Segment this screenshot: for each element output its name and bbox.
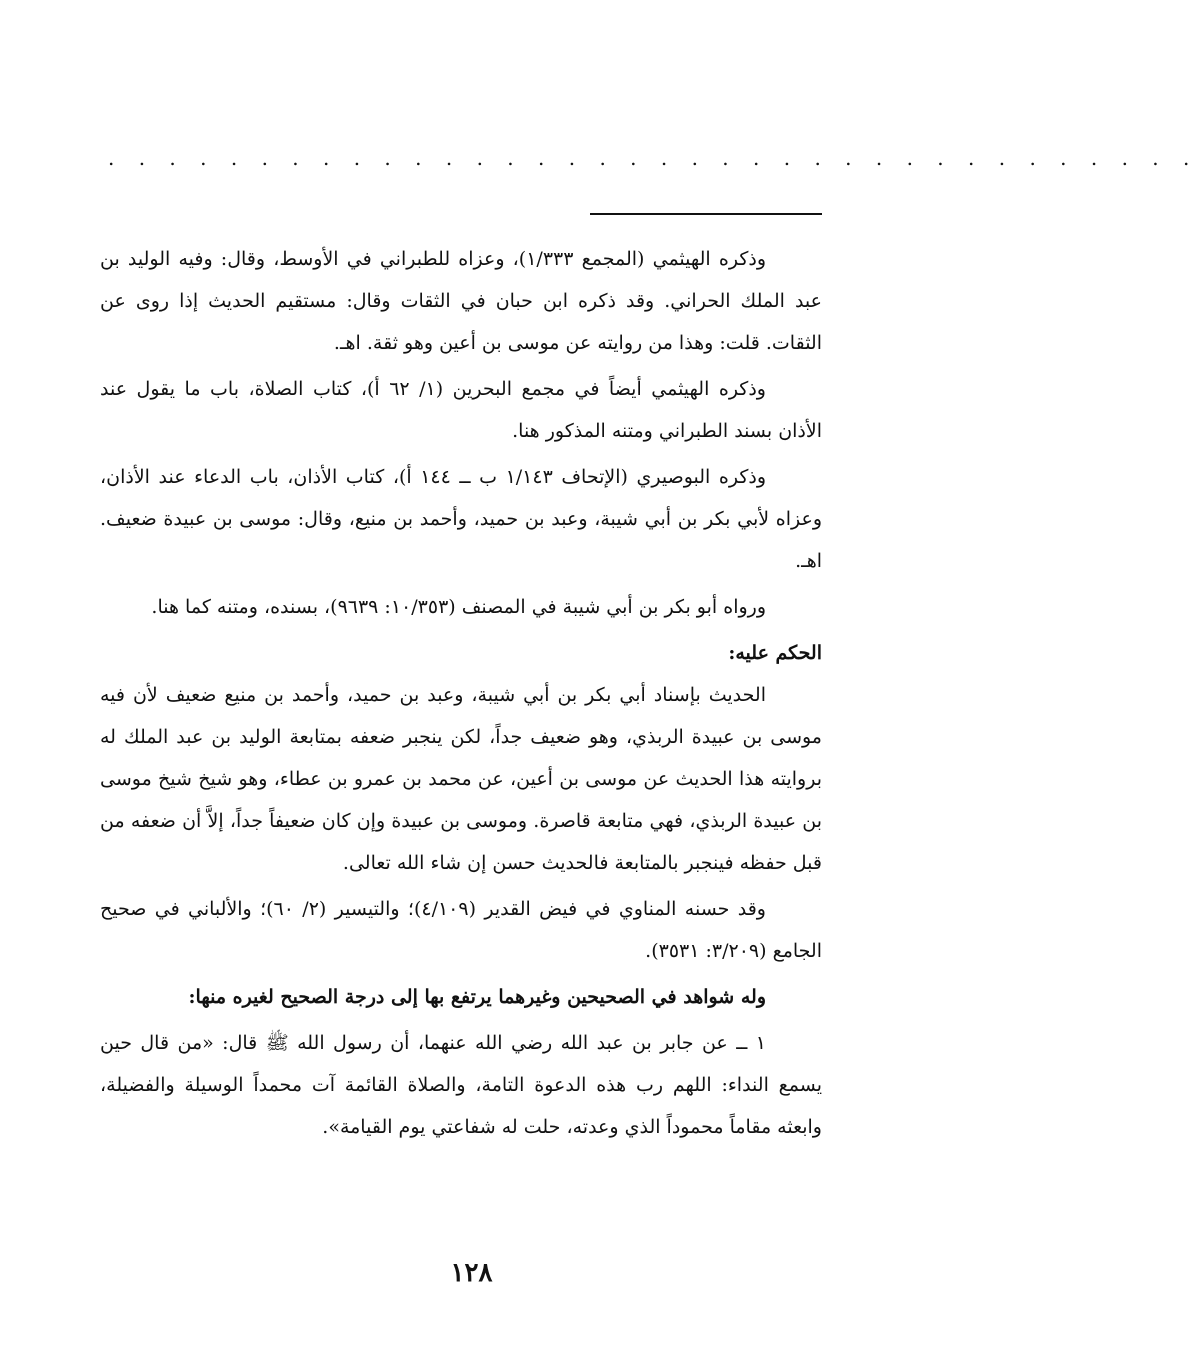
dotted-separator: . . . . . . . . . . . . . . . . . . . . . . . . . . . . . . . . . . . .	[108, 146, 1198, 170]
ruling-paragraph-shawahid: وله شواهد في الصحيحين وغيرهما يرتفع بها إلى درجة الصحيح لغيره منها:	[188, 986, 766, 1008]
ruling-paragraph-hassanah: وقد حسنه المناوي في فيض القدير (٤/١٠٩)؛ والتيسير (٢/ ٦٠)؛ والألباني في صحيح الجامع (٣/٢٠٩: ٣٥٣١).	[100, 898, 822, 962]
footnote-rule	[590, 213, 822, 215]
footnote-body	[100, 238, 822, 1152]
page-number: ١٢٨	[450, 1258, 493, 1288]
footnote-paragraph-busiri: وذكره البوصيري (الإتحاف ١/١٤٣ ب ــ ١٤٤ أ)، كتاب الأذان، باب الدعاء عند الأذان، وعزاه لأبي بكر بن أبي شيبة، وعبد بن حميد، وأحمد بن منيع، وقال: موسى بن عبيدة ضعيف. اهـ.	[100, 466, 822, 572]
footnote-paragraph-haythami-bahrain: وذكره الهيثمي أيضاً في مجمع البحرين (١/ ٦٢ أ)، كتاب الصلاة، باب ما يقول عند الأذان بسند الطبراني ومتنه المذكور هنا.	[100, 378, 822, 442]
ruling-paragraph-jabir-hadith: ١ ــ عن جابر بن عبد الله رضي الله عنهما، أن رسول الله ﷺ قال: «من قال حين يسمع النداء: اللهم رب هذه الدعوة التامة، والصلاة القائمة آت محمداً الوسيلة والفضيلة، وابعثه مقاماً محموداً الذي وعدته، حلت له شفاعتي يوم القيامة».	[100, 1032, 822, 1138]
footnote-paragraph-ibn-abi-shaybah: ورواه أبو بكر بن أبي شيبة في المصنف (١٠/٣٥٣: ٩٦٣٩)، بسنده، ومتنه كما هنا.	[151, 596, 766, 618]
ruling-paragraph-grading: الحديث بإسناد أبي بكر بن أبي شيبة، وعبد بن حميد، وأحمد بن منيع ضعيف لأن فيه موسى بن عبيدة الربذي، وهو ضعيف جداً، لكن ينجبر ضعفه بمتابعة الوليد بن عبد الملك له بروايته هذا الحديث عن موسى بن أعين، عن محمد بن عمرو بن عطاء، وهو شيخ شيخ موسى بن عبيدة الربذي، فهي متابعة قاصرة. وموسى بن عبيدة وإن كان ضعيفاً جداً، إلاَّ أن ضعفه من قبل حفظه فينجبر بالمتابعة فالحديث حسن إن شاء الله تعالى.	[100, 684, 822, 874]
footnote-paragraph-haythami-majma: وذكره الهيثمي (المجمع ١/٣٣٣)، وعزاه للطبراني في الأوسط، وقال: وفيه الوليد بن عبد الملك الحراني. وقد ذكره ابن حبان في الثقات وقال: مستقيم الحديث إذا روى عن الثقات. قلت: وهذا من روايته عن موسى بن أعين وهو ثقة. اهـ.	[100, 248, 822, 354]
ruling-heading: الحكم عليه:	[728, 642, 822, 664]
